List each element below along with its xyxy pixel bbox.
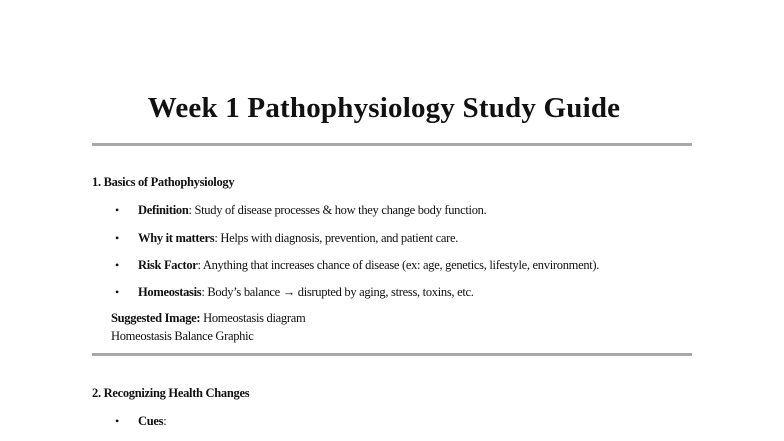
horizontal-divider	[92, 353, 692, 356]
list-item-text	[138, 285, 474, 300]
list-item-description: Helps with diagnosis, prevention, and patient care.	[220, 231, 459, 245]
list-item-text	[138, 414, 166, 429]
document-title: Week 1 Pathophysiology Study Guide	[147, 92, 621, 124]
list-item-separator: :	[188, 203, 195, 217]
list-item-text	[138, 231, 458, 246]
list-item-term: Homeostasis	[138, 285, 202, 299]
section-heading-basics: 1. Basics of Pathophysiology	[92, 175, 235, 189]
suggested-image-line	[111, 311, 305, 326]
list-item-text	[138, 258, 599, 273]
list-item-description: Body’s balance → disrupted by aging, stress, toxins, etc.	[207, 285, 474, 299]
list-item-separator: :	[163, 414, 167, 428]
list-item-term: Why it matters	[138, 231, 215, 245]
suggested-image-value: Homeostasis diagram	[200, 311, 306, 325]
list-item-description: Anything that increases chance of disease (ex: age, genetics, lifestyle, environment).	[202, 258, 600, 272]
suggested-image-label: Suggested Image:	[111, 311, 201, 325]
list-item-term: Definition	[138, 203, 189, 217]
section-heading-health-changes: 2. Recognizing Health Changes	[92, 386, 250, 400]
list-item-separator: :	[197, 258, 203, 272]
list-item-term: Risk Factor	[138, 258, 198, 272]
bullet-icon: •	[115, 258, 119, 272]
horizontal-divider	[92, 143, 692, 146]
bullet-icon: •	[115, 203, 119, 217]
suggested-image-caption: Homeostasis Balance Graphic	[111, 329, 254, 343]
bullet-icon: •	[115, 414, 119, 428]
list-item-text	[138, 203, 486, 218]
bullet-icon: •	[115, 231, 119, 245]
list-item-separator: :	[201, 285, 208, 299]
list-item-term: Cues	[138, 414, 164, 428]
list-item-description: Study of disease processes & how they change body function.	[194, 203, 487, 217]
bullet-icon: •	[115, 285, 119, 299]
list-item-separator: :	[214, 231, 221, 245]
